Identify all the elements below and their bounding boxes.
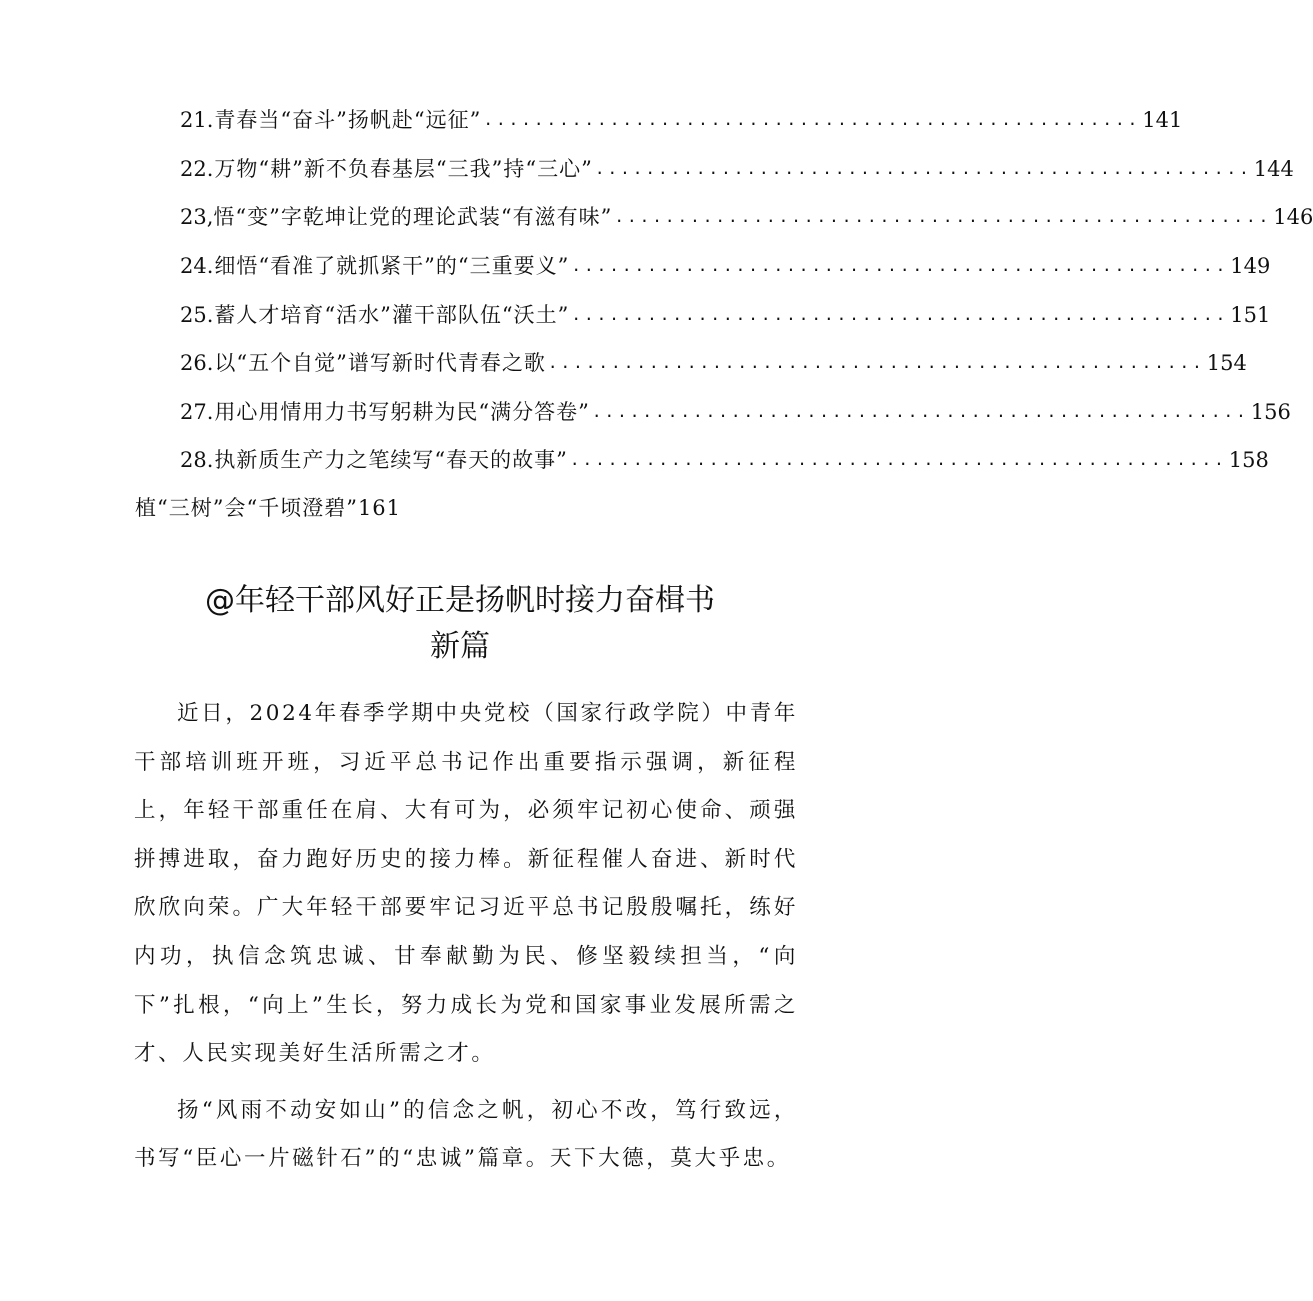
toc-entry-extra[interactable]: 植“三树”会“千顷澄碧”161 — [135, 496, 402, 520]
toc-entry-title: .用心用情用力书写躬耕为民“满分答卷” — [206, 399, 590, 424]
toc-entry-number: 24 — [180, 254, 207, 279]
toc-entry-page: 149 — [1230, 254, 1271, 279]
toc-entry-page: 146 — [1273, 205, 1313, 230]
toc-entry-24[interactable] — [180, 242, 1271, 291]
toc-dot-leader: .................................................... — [591, 401, 1249, 421]
toc-entry-26[interactable] — [180, 339, 1247, 388]
toc-dot-leader: .................................................... — [614, 207, 1272, 227]
toc-entry-27[interactable] — [180, 388, 1291, 437]
article-body — [134, 690, 798, 1184]
toc-entry-22[interactable] — [180, 145, 1294, 194]
toc-entry-28[interactable] — [180, 436, 1269, 485]
toc-entry-title: .细悟“看准了就抓紧干”的“三重要义” — [206, 254, 570, 279]
toc-entry-25[interactable] — [180, 290, 1271, 339]
article-paragraph-1: 近日，2024年春季学期中央党校（国家行政学院）中青年干部培训班开班，习近平总书记作出重要指示强调，新征程上，年轻干部重任在肩、大有可为，必须牢记初心使命、顽强拼搏进取，奋力跑好历史的接力棒。新征程催人奋进、新时代欣欣向荣。广大年轻干部要牢记习近平总书记殷殷嘱托，练好内功，执信念筑忠诚、甘奉献勤为民、修坚毅续担当，“向下”扎根，“向上”生长，努力成长为党和国家事业发展所需之才、人民实现美好生活所需之才。 — [134, 701, 798, 1067]
toc-entry-page: 151 — [1230, 302, 1271, 327]
toc-entry-page: 154 — [1206, 351, 1247, 376]
toc-dot-leader: .................................................... — [569, 450, 1227, 470]
toc-entry-number: 25 — [180, 302, 207, 327]
toc-dot-leader: .................................................... — [571, 304, 1229, 324]
article-title — [100, 578, 820, 670]
toc-entry-page: 141 — [1142, 108, 1183, 133]
table-of-contents — [180, 96, 1313, 485]
toc-entry-title: 悟“变”字乾坤让党的理论武装“有滋有味” — [213, 205, 613, 230]
toc-dot-leader: .................................................... — [594, 158, 1252, 178]
toc-dot-leader: .................................................... — [483, 110, 1141, 130]
toc-entry-number: 26 — [180, 351, 207, 376]
toc-entry-number: 22 — [180, 156, 207, 181]
toc-entry-number: 21 — [180, 108, 207, 133]
toc-entry-page: 144 — [1253, 156, 1294, 181]
toc-entry-page: 156 — [1250, 399, 1291, 424]
toc-entry-title: .青春当“奋斗”扬帆赴“远征” — [206, 108, 482, 133]
toc-dot-leader: .................................................... — [571, 256, 1229, 276]
toc-entry-21[interactable] — [180, 96, 1183, 145]
toc-entry-title: .执新质生产力之笔续写“春天的故事” — [206, 448, 568, 473]
toc-entry-number: 27 — [180, 399, 207, 424]
article-title-line-2: 新篇 — [430, 629, 490, 664]
toc-entry-number: 28 — [180, 448, 207, 473]
article-title-line-1: @年轻干部风好正是扬帆时接力奋楫书 — [205, 583, 715, 618]
toc-entry-page: 158 — [1228, 448, 1269, 473]
toc-entry-title: .万物“耕”新不负春基层“三我”持“三心” — [206, 156, 593, 181]
toc-entry-title: .蓄人才培育“活水”灌干部队伍“沃土” — [206, 302, 570, 327]
toc-entry-number: 23, — [180, 205, 214, 230]
toc-entry-title: .以“五个自觉”谱写新时代青春之歌 — [206, 351, 546, 376]
article-paragraph-2: 扬“风雨不动安如山”的信念之帆，初心不改，笃行致远，书写“臣心一片磁针石”的“忠诚”篇章。天下大德，莫大乎忠。 — [134, 1097, 798, 1172]
toc-entry-23[interactable] — [180, 193, 1313, 242]
toc-dot-leader: .................................................... — [547, 353, 1205, 373]
